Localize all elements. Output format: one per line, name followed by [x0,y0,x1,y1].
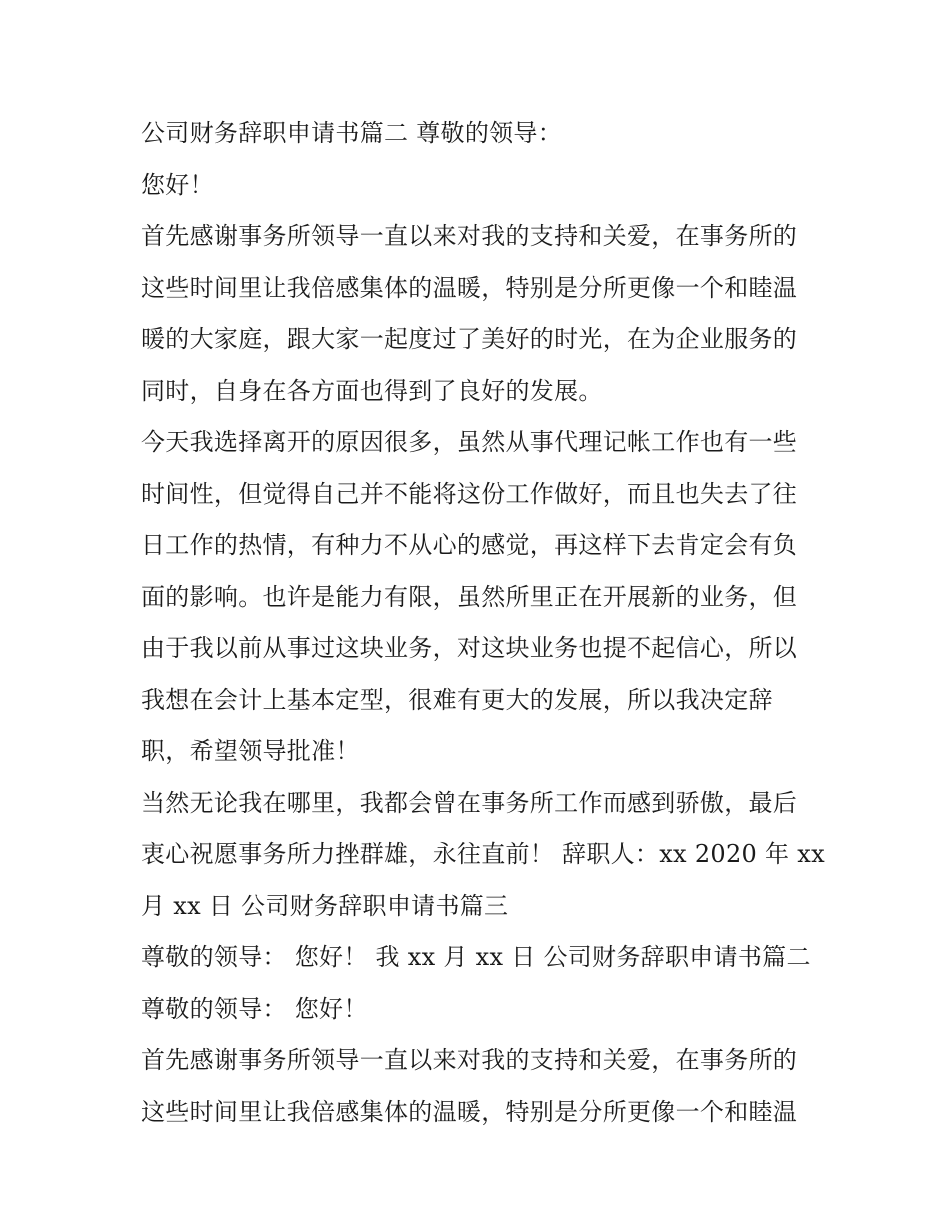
text-line: 这些时间里让我倍感集体的温暖，特别是分所更像一个和睦温 [141,1097,798,1126]
text-line: 面的影响。也许是能力有限，虽然所里正在开展新的业务，但 [141,582,798,611]
text-line: 我想在会计上基本定型，很难有更大的发展，所以我决定辞 [141,685,773,714]
text-line: 职，希望领导批准！ [141,737,360,765]
text-line: 暖的大家庭，跟大家一起度过了美好的时光，在为企业服务的 [141,325,798,353]
text-line: 首先感谢事务所领导一直以来对我的支持和关爱，在事务所的 [141,222,798,250]
text-line: 今天我选择离开的原因很多，虽然从事代理记帐工作也有一些 [141,428,798,456]
text-line: 尊敬的领导： 您好！ 我 xx 月 xx 日 公司财务辞职申请书篇二 [141,943,811,971]
text-line: 日工作的热情，有种力不从心的感觉，再这样下去肯定会有负 [141,531,798,559]
text-line: 月 xx 日 公司财务辞职申请书篇三 [141,891,509,920]
text-line: 时间性，但觉得自己并不能将这份工作做好，而且也失去了往 [141,479,798,508]
letter-body [141,108,825,1138]
text-line: 这些时间里让我倍感集体的温暖，特别是分所更像一个和睦温 [141,273,798,302]
text-line: 公司财务辞职申请书篇二 尊敬的领导： [141,119,563,147]
text-line: 同时，自身在各方面也得到了良好的发展。 [141,376,603,405]
text-line: 您好！ [141,170,214,199]
text-line: 由于我以前从事过这块业务，对这块业务也提不起信心，所以 [141,634,798,662]
text-line: 首先感谢事务所领导一直以来对我的支持和关爱，在事务所的 [141,1046,798,1074]
text-line: 衷心祝愿事务所力挫群雄，永往直前！ 辞职人：xx 2020 年 xx [141,840,825,868]
text-line: 当然无论我在哪里，我都会曾在事务所工作而感到骄傲，最后 [141,788,798,817]
text-line: 尊敬的领导： 您好！ [141,994,368,1023]
